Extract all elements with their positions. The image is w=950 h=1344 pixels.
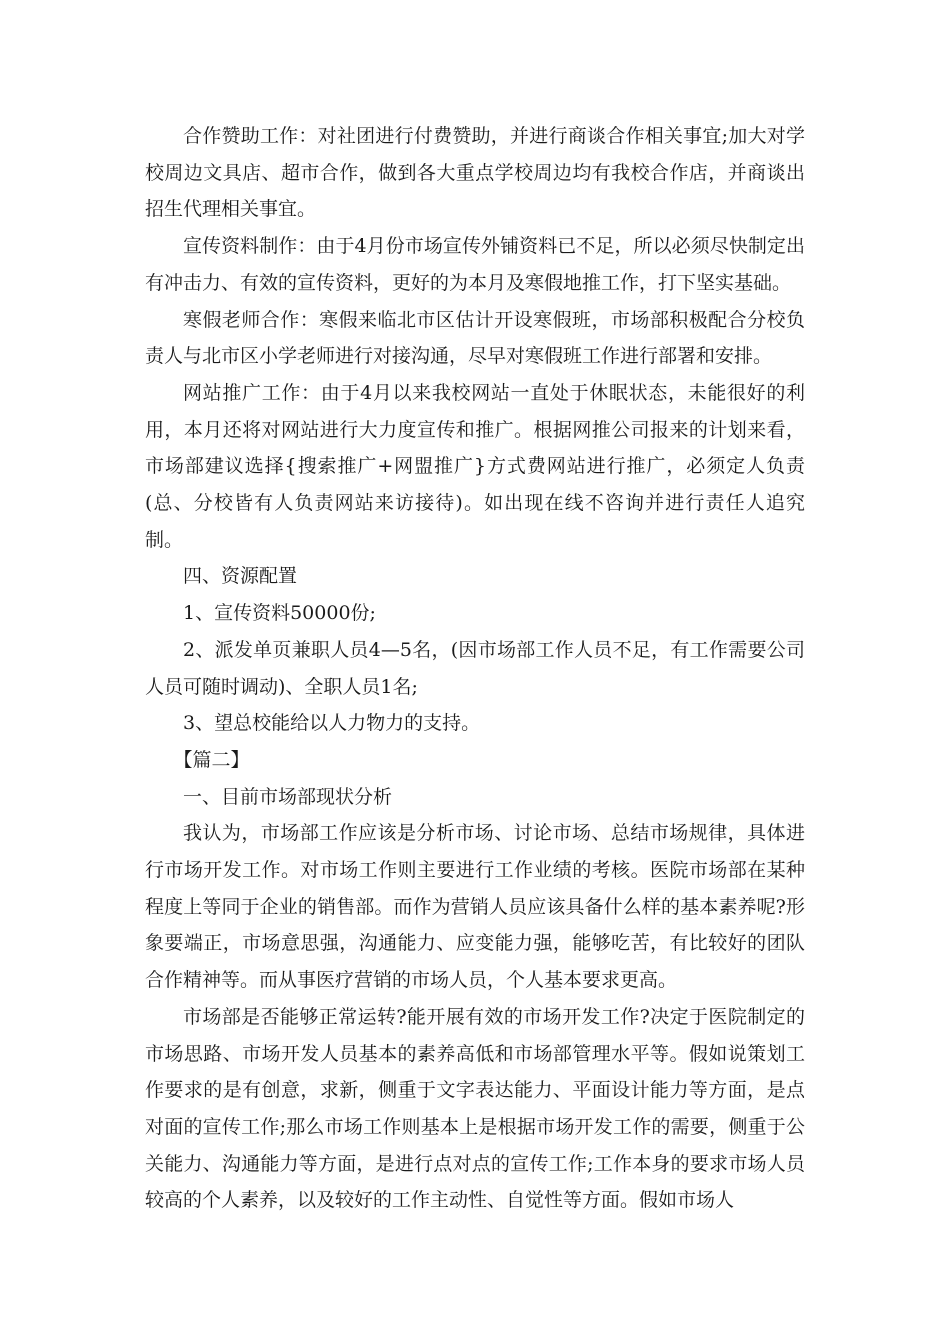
paragraph-market-opinion: 我认为，市场部工作应该是分析市场、讨论市场、总结市场规律，具体进行市场开发工作。对市场工作则主要进行工作业绩的考核。医院市场部在某种程度上等同于企业的销售部。而作为营销人员应该具备什么样的基本素养呢?形象要端正，市场意思强，沟通能力、应变能力强，能够吃苦，有比较好的团队合作精神等。而从事医疗营销的市场人员，个人基本要求更高。: [145, 822, 805, 992]
paragraph-market-operation: 市场部是否能够正常运转?能开展有效的市场开发工作?决定于医院制定的市场思路、市场开发人员基本的素养高低和市场部管理水平等。假如说策划工作要求的是有创意，求新，侧重于文字表达能力、平面设计能力等方面，是点对面的宣传工作;那么市场工作则基本上是根据市场开发工作的需要，侧重于公关能力、沟通能力等方面，是进行点对点的宣传工作;工作本身的要求市场人员较高的个人素养，以及较好的工作主动性、自觉性等方面。假如市场人: [145, 1005, 805, 1212]
paragraph-promo-materials: 宣传资料制作：由于4月份市场宣传外铺资料已不足，所以必须尽快制定出有冲击力、有效的宣传资料，更好的为本月及寒假地推工作，打下坚实基础。: [145, 235, 805, 294]
paragraph-website-promotion: 网站推广工作：由于4月以来我校网站一直处于休眠状态，未能很好的利用，本月还将对网站进行大力度宣传和推广。根据网推公司报来的计划来看，市场部建议选择{搜索推广+网盟推广}方式费网站进行推广，必须定人负责(总、分校皆有人负责网站来访接待)。如出现在线不咨询并进行责任人追究制。: [145, 381, 805, 551]
list-item-staff: 2、派发单页兼职人员4—5名，(因市场部工作人员不足，有工作需要公司人员可随时调动)、全职人员1名;: [145, 638, 805, 698]
document-body: [145, 118, 805, 1219]
paragraph-winter-teachers: 寒假老师合作：寒假来临北市区估计开设寒假班，市场部积极配合分校负责人与北市区小学老师进行对接沟通，尽早对寒假班工作进行部署和安排。: [145, 308, 805, 368]
list-item-support: 3、望总校能给以人力物力的支持。: [183, 712, 481, 735]
paragraph-sponsorship: 合作赞助工作：对社团进行付费赞助，并进行商谈合作相关事宜;加大对学校周边文具店、超市合作，做到各大重点学校周边均有我校合作店，并商谈出招生代理相关事宜。: [145, 125, 805, 221]
list-item-materials: 1、宣传资料50000份;: [183, 602, 376, 625]
section-heading-analysis: 一、目前市场部现状分析: [183, 785, 393, 808]
chapter-heading-part-two: 【篇二】: [173, 748, 250, 771]
section-heading-resources: 四、资源配置: [183, 565, 298, 588]
